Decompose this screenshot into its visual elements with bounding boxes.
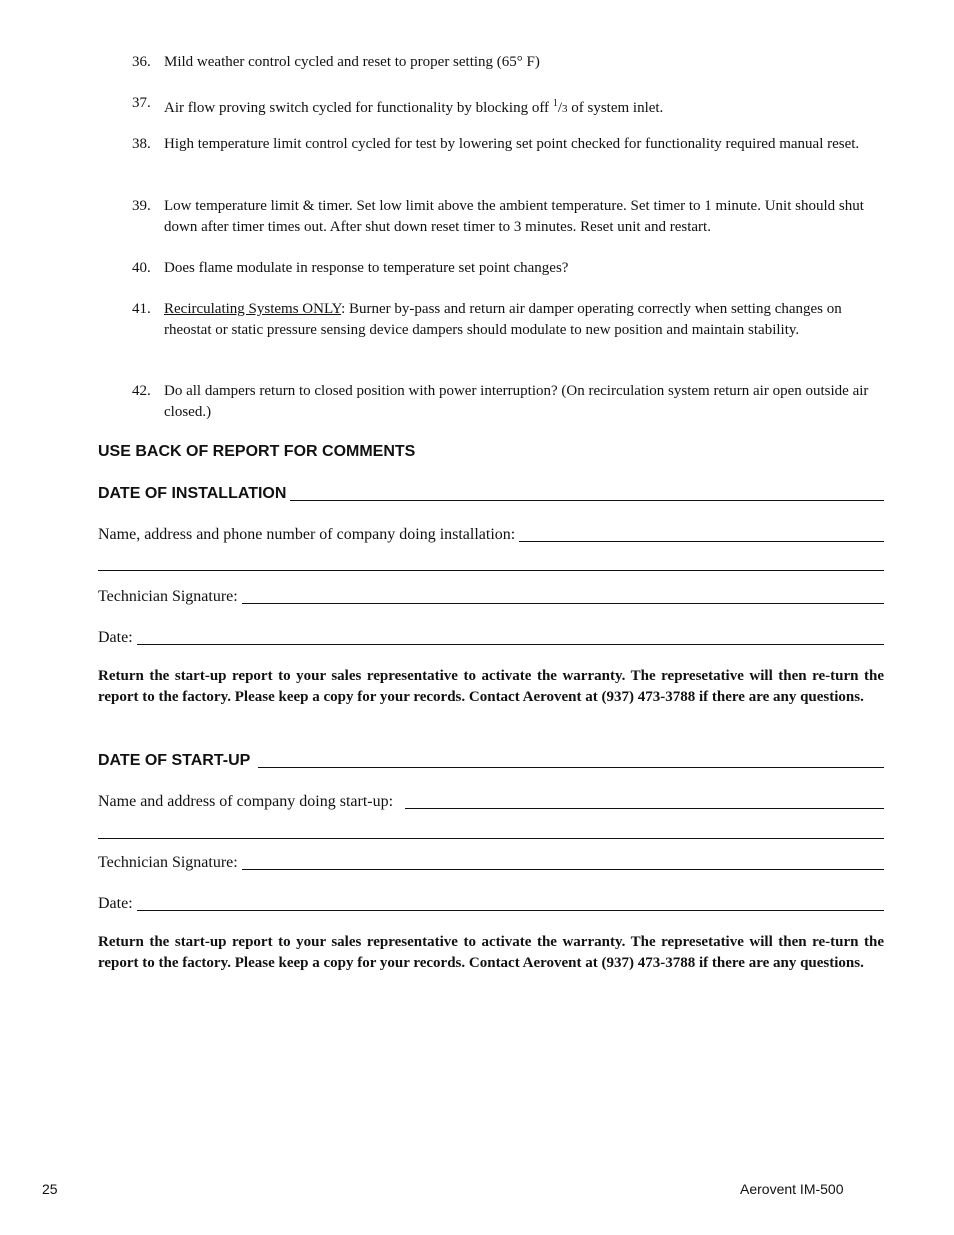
installation-date-signed-label: Date:	[98, 629, 133, 646]
startup-company-line-2[interactable]	[98, 838, 884, 839]
item-text-before: Air flow proving switch cycled for functionality by blocking off	[164, 100, 550, 116]
startup-notice: Return the start-up report to your sales representative to activate the warranty. The represetative will then re-turn the report to the factory. Please keep a copy for your records. Contact Aerovent at (937) 473-3788 if there are any questions.	[98, 934, 884, 971]
startup-company-line[interactable]	[405, 807, 884, 809]
recirculating-label: Recirculating Systems ONLY	[164, 301, 342, 317]
startup-date-signed-field[interactable]	[98, 891, 884, 913]
startup-signature-label: Technician Signature:	[98, 854, 238, 871]
item-text: Do all dampers return to closed position with power interruption? (On recirculation system return air open outside air closed.)	[164, 383, 869, 420]
startup-signature-field[interactable]	[98, 850, 884, 872]
installation-date-field[interactable]	[98, 481, 884, 503]
fraction-separator: /	[557, 100, 562, 116]
item-text	[164, 93, 882, 120]
startup-date-field[interactable]	[98, 748, 884, 770]
item-text: Low temperature limit & timer. Set low limit above the ambient temperature. Set timer to 1 minute. Unit should shut down after timer times out. After shut down reset timer to 3 minutes. Reset unit and restart.	[164, 198, 864, 235]
installation-company-line[interactable]	[519, 540, 884, 542]
installation-date-signed-field[interactable]	[98, 625, 884, 647]
fraction-denominator: 3	[561, 103, 568, 115]
item-number: 39.	[132, 198, 151, 214]
item-text-after: of system inlet.	[571, 100, 664, 116]
item-number: 40.	[132, 260, 151, 276]
installation-company-label: Name, address and phone number of company doing installation:	[98, 526, 516, 543]
page-number: 25	[42, 1181, 58, 1197]
fraction-numerator: 1	[552, 98, 558, 109]
installation-date-line[interactable]	[290, 499, 884, 501]
checklist-item-39	[132, 196, 882, 238]
installation-date-label: DATE OF INSTALLATION	[98, 485, 287, 502]
startup-signature-line[interactable]	[242, 868, 884, 870]
installation-notice: Return the start-up report to your sales representative to activate the warranty. The represetative will then re-turn the report to the factory. Please keep a copy for your records. Contact Aerovent at (937) 473-3788 if there are any questions.	[98, 668, 884, 705]
item-number: 42.	[132, 383, 151, 399]
checklist-item-42	[132, 381, 882, 423]
item-text: Mild weather control cycled and reset to proper setting (65° F)	[164, 54, 540, 70]
item-number: 38.	[132, 136, 151, 152]
item-number: 36.	[132, 54, 151, 70]
installation-signature-line[interactable]	[242, 602, 884, 604]
startup-company-field[interactable]	[98, 789, 884, 811]
item-number: 41.	[132, 301, 151, 317]
item-text: High temperature limit control cycled for test by lowering set point checked for functionality required manual reset.	[164, 136, 860, 152]
startup-date-signed-label: Date:	[98, 895, 133, 912]
installation-date-signed-line[interactable]	[137, 643, 884, 645]
item-text-rest: : Burner by-pass and return air damper operating correctly when setting changes on rheostat or static pressure sensing device dampers should modulate to new position and maintain stability.	[164, 301, 842, 338]
checklist-item-36	[132, 52, 882, 73]
item-text: Does flame modulate in response to temperature set point changes?	[164, 260, 569, 276]
startup-date-line[interactable]	[258, 766, 884, 768]
document-reference: Aerovent IM-500	[740, 1181, 844, 1197]
installation-signature-field[interactable]	[98, 584, 884, 606]
startup-date-label: DATE OF START-UP	[98, 752, 251, 769]
checklist-item-41	[132, 299, 882, 341]
fraction-one-third	[553, 100, 568, 116]
checklist-item-38	[132, 134, 882, 155]
item-number: 37.	[132, 95, 151, 111]
installation-company-field[interactable]	[98, 522, 884, 544]
installation-company-line-2[interactable]	[98, 570, 884, 571]
startup-date-signed-line[interactable]	[137, 909, 884, 911]
comments-heading: USE BACK OF REPORT FOR COMMENTS	[98, 443, 416, 460]
checklist-item-37	[132, 93, 882, 120]
installation-signature-label: Technician Signature:	[98, 588, 238, 605]
item-text	[164, 299, 882, 341]
checklist-item-40	[132, 258, 882, 279]
startup-company-label: Name and address of company doing start-up:	[98, 793, 394, 810]
